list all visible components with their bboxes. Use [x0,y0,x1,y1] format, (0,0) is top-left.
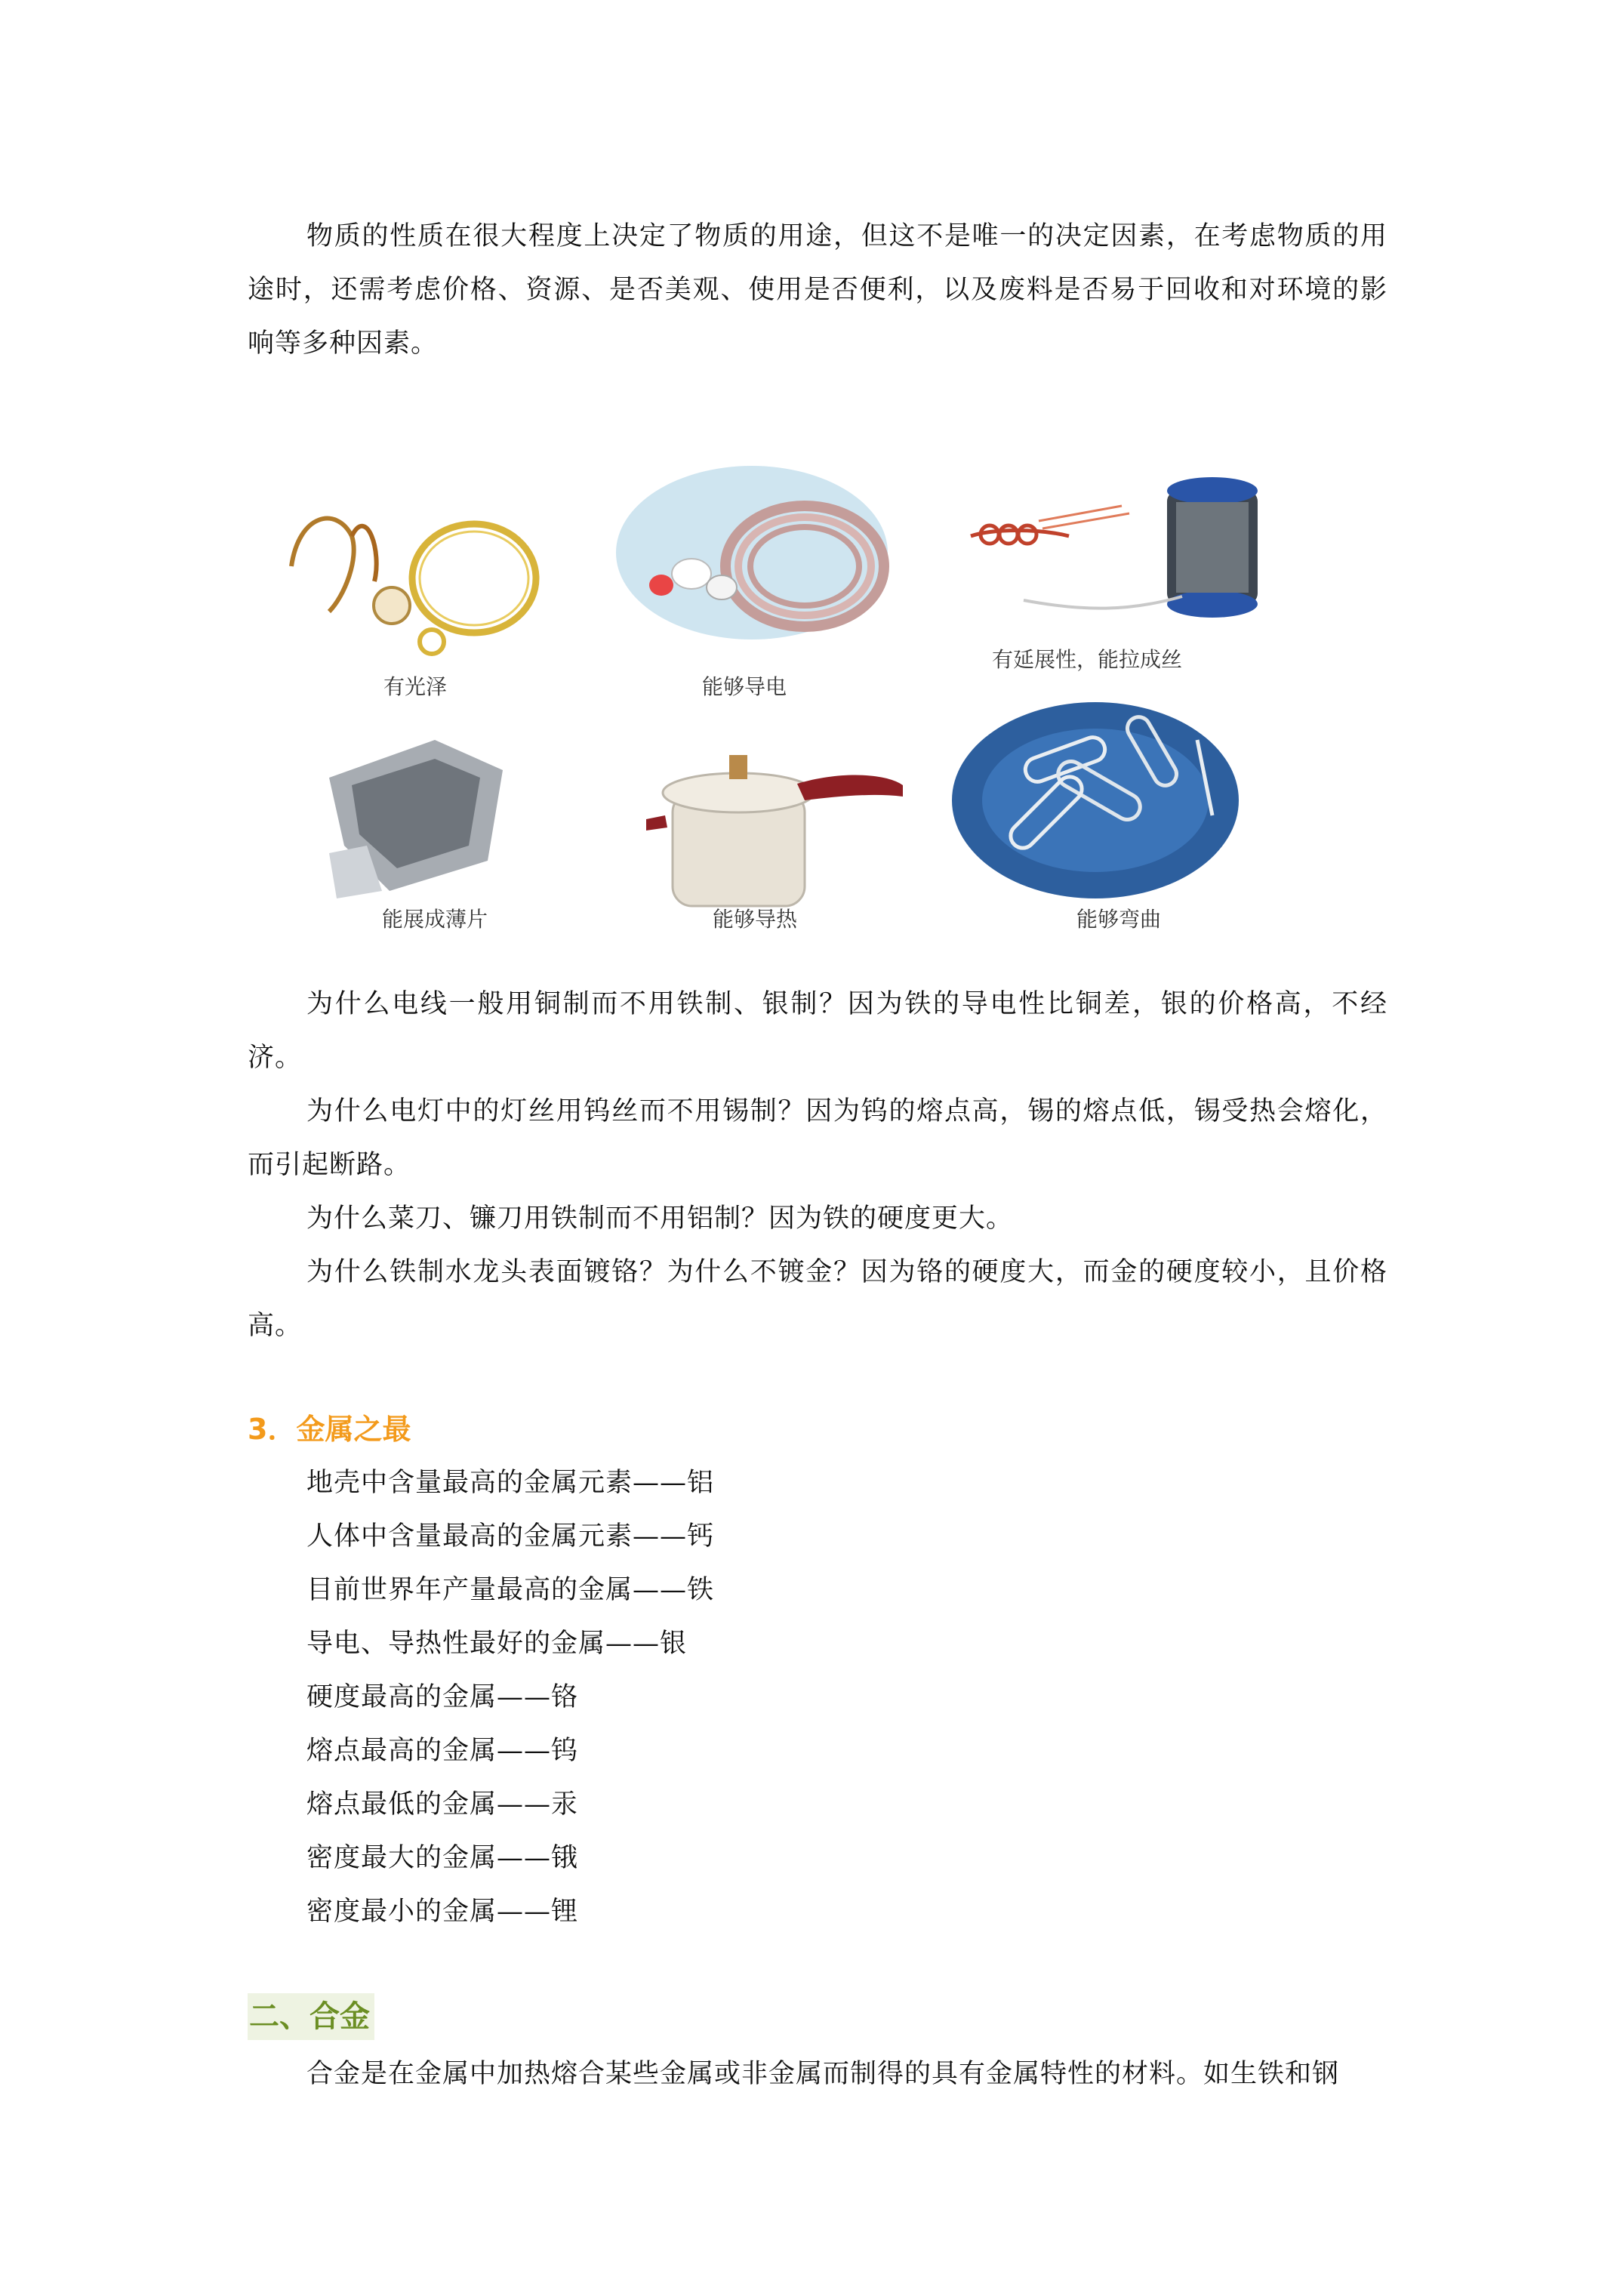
section-heading-alloys: 二、合金 [248,1993,374,2040]
superlative-item: 密度最大的金属——锇 [306,1843,579,1873]
caption-bendable: 能够弯曲 [1076,907,1162,932]
superlative-item: 密度最小的金属——锂 [306,1897,579,1927]
foil-image [329,740,503,898]
superlative-item: 地壳中含量最高的金属元素——铝 [306,1468,715,1498]
qa-paragraph: 为什么菜刀、镰刀用铁制而不用铝制？因为铁的硬度更大。 [306,1203,1014,1234]
caption-thermal: 能够导热 [713,907,798,932]
caption-ductile: 有延展性，能拉成丝 [992,647,1183,672]
paper-clips-image [952,702,1239,898]
superlative-item: 目前世界年产量最高的金属——铁 [306,1575,715,1605]
wire-coil-image [616,466,888,639]
caption-luster: 有光泽 [383,674,448,699]
caption-conductive: 能够导电 [702,674,787,699]
section-heading-metal-superlatives: 3．金属之最 [248,1413,411,1446]
caption-malleable: 能展成薄片 [382,907,488,932]
superlative-item: 硬度最高的金属——铬 [306,1682,579,1712]
qa-paragraph: 为什么电灯中的灯丝用钨丝而不用锡制？因为钨的熔点高，锡的熔点低，锡受热会熔化，而引起断路。 [248,1096,1387,1180]
qa-paragraph: 为什么电线一般用铜制而不用铁制、银制？因为铁的导电性比铜差，银的价格高，不经济。 [248,989,1387,1073]
wire-spool-image [971,477,1258,618]
superlative-item: 熔点最低的金属——汞 [306,1789,579,1820]
superlative-item: 导电、导热性最好的金属——银 [306,1629,688,1659]
jewelry-image [291,519,536,654]
superlative-item: 熔点最高的金属——钨 [306,1736,579,1766]
metal-properties-figure [254,423,1310,951]
pressure-cooker-image [646,755,903,906]
intro-paragraph: 物质的性质在很大程度上决定了物质的用途，但这不是唯一的决定因素，在考虑物质的用途时，还需考虑价格、资源、是否美观、使用是否便利，以及废料是否易于回收和对环境的影响等多种因素。 [248,221,1387,359]
alloy-paragraph: 合金是在金属中加热熔合某些金属或非金属而制得的具有金属特性的材料。如生铁和钢 [306,2059,1340,2089]
superlative-item: 人体中含量最高的金属元素——钙 [306,1521,715,1552]
qa-paragraph: 为什么铁制水龙头表面镀铬？为什么不镀金？因为铬的硬度大，而金的硬度较小，且价格高。 [248,1257,1387,1341]
